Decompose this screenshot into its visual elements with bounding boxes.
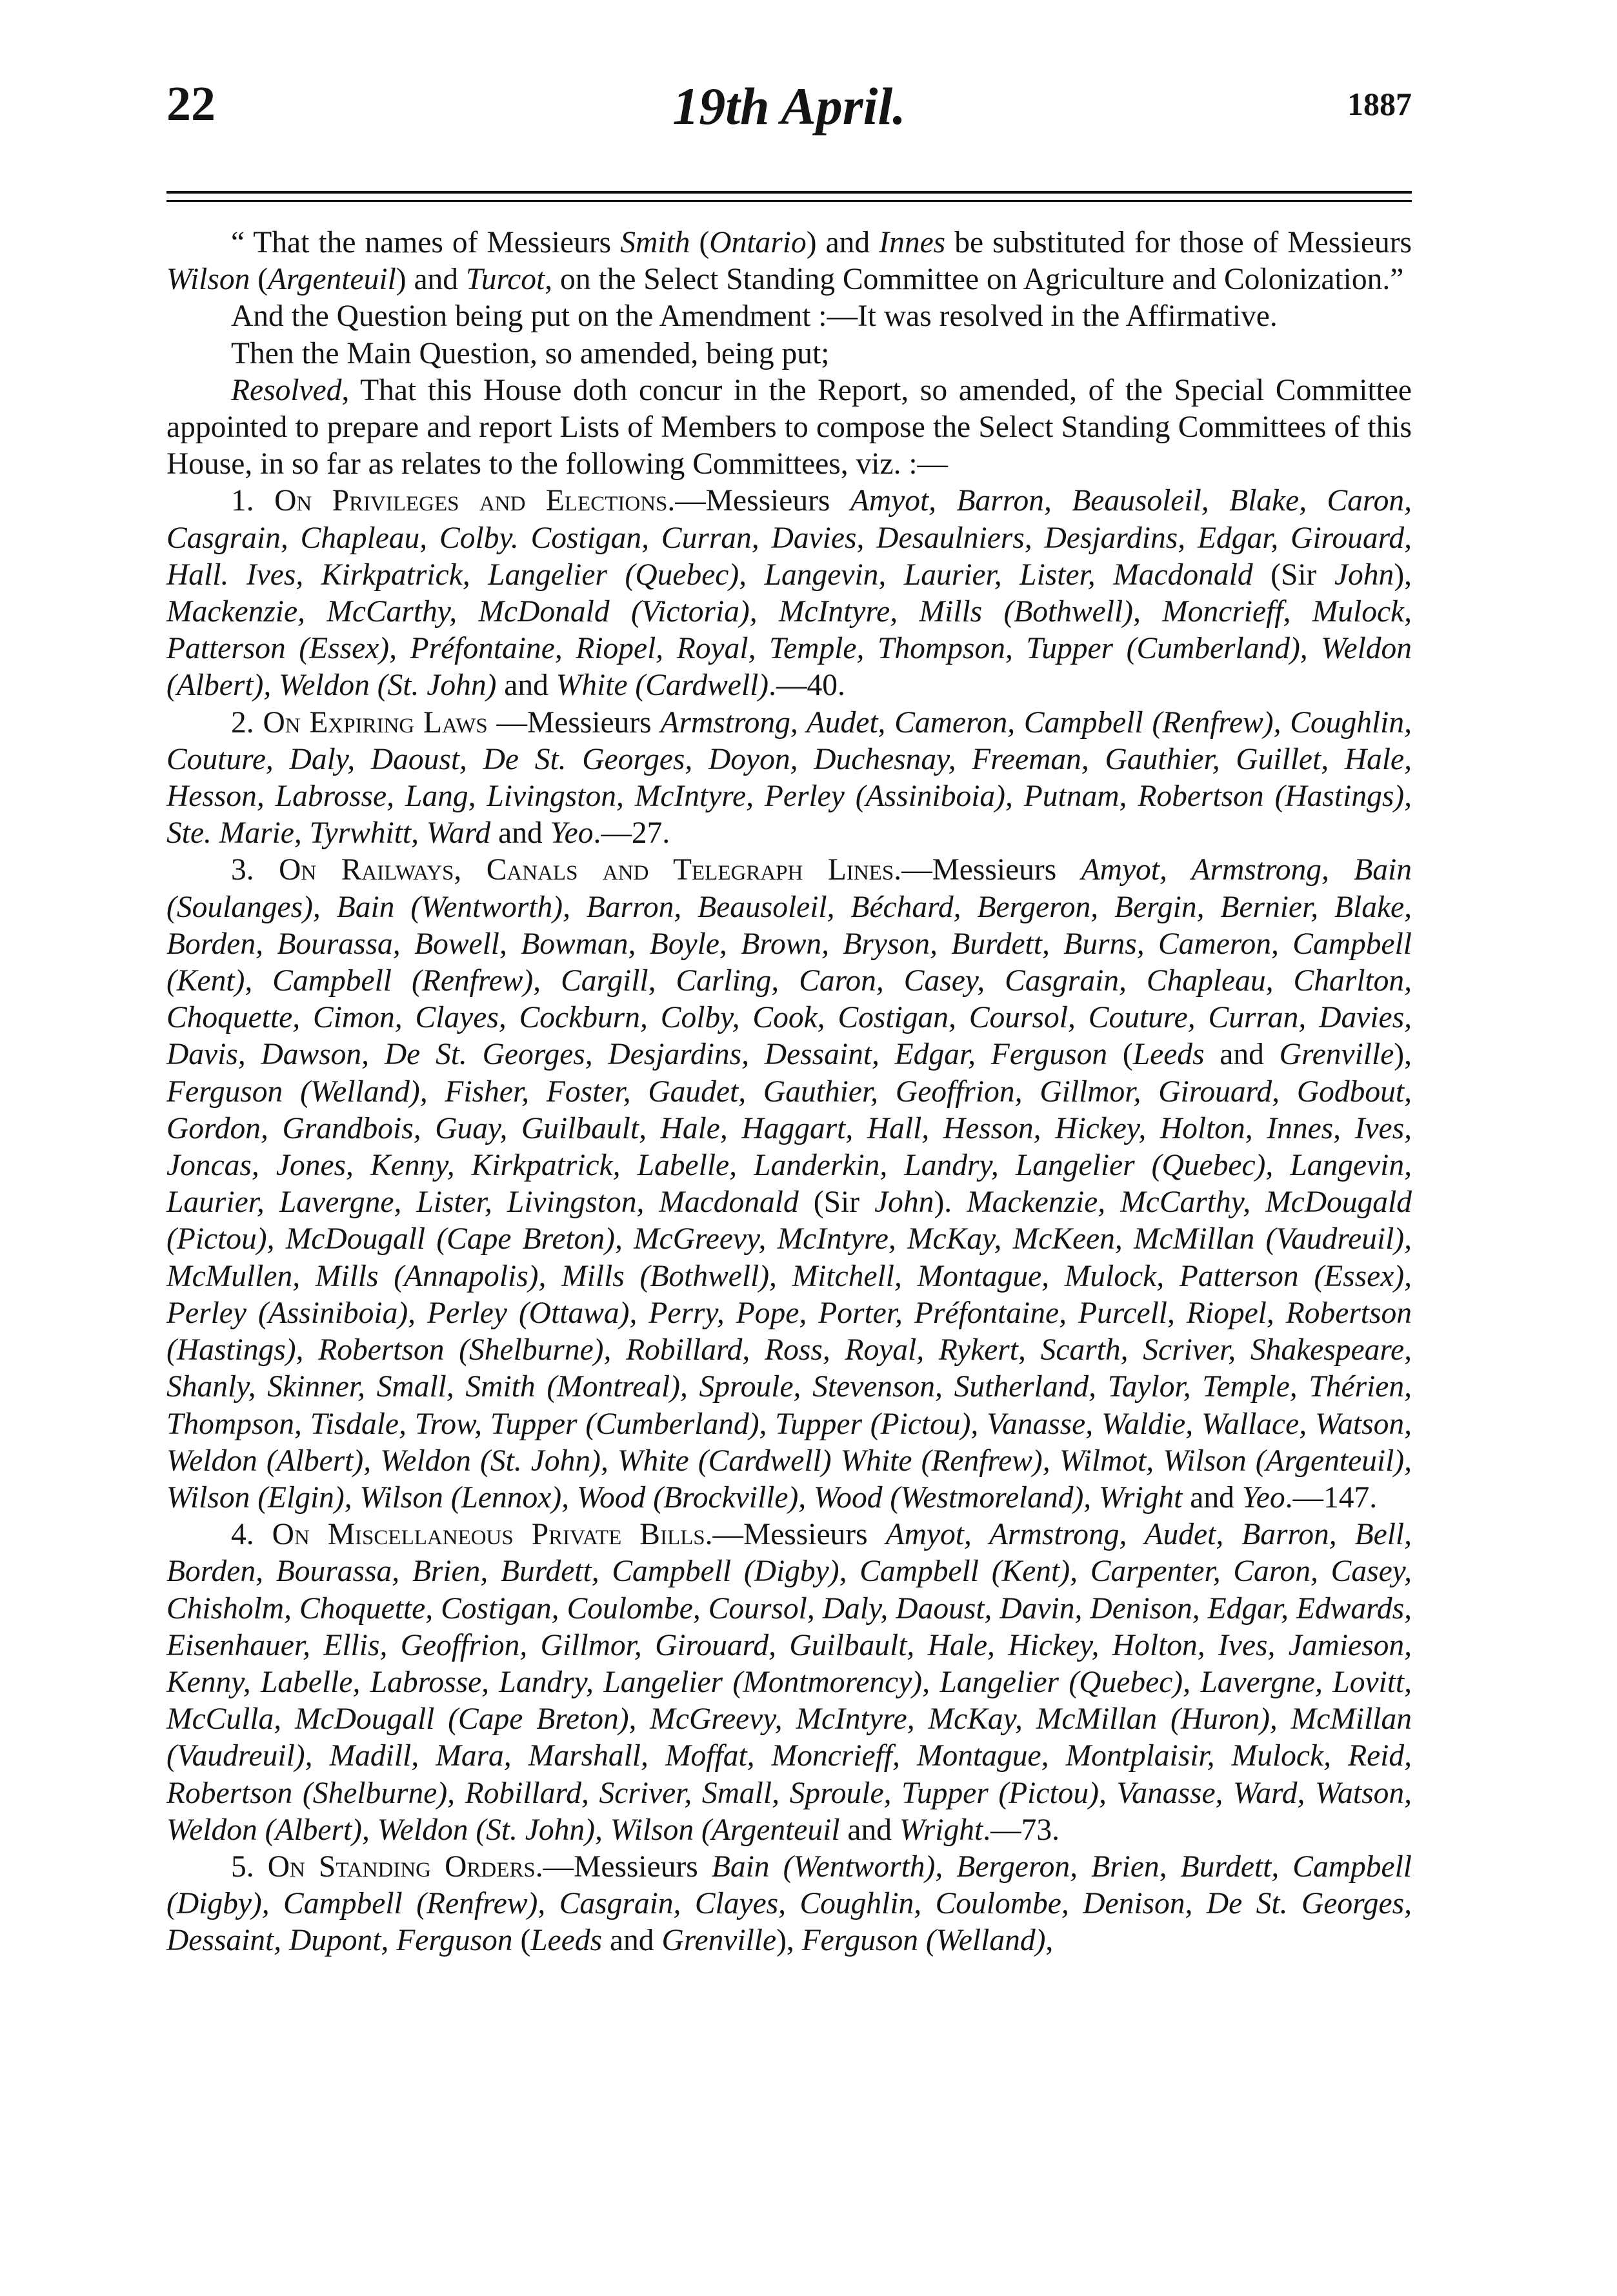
paragraph: 1. On Privileges and Elections.—Messieurs Amyot, Barron, Beausoleil, Blake, Caron, Casgrain, Chapleau, Colby. Costigan, Curran, Davies, Desaulniers, Desjardins, Edgar, Girouard, Hall. Ives, Kirkpatrick, Langelier (Quebec), Langevin, Laurier, Lister, Macdonald (Sir John), Mackenzie, McCarthy, McDonald (Victoria), McIntyre, Mills (Bothwell), Moncrieff, Mulock, Patterson (Essex), Préfontaine, Riopel, Royal, Temple, Thompson, Tupper (Cumberland), Weldon (Albert), Weldon (St. John) and White (Cardwell).—40. xyxy=(166,484,1412,703)
paragraph: 4. On Miscellaneous Private Bills.—Messieurs Amyot, Armstrong, Audet, Barron, Bell, Borden, Bourassa, Brien, Burdett, Campbell (Digby), Campbell (Kent), Carpenter, Caron, Casey, Chisholm, Choquette, Costigan, Coulombe, Coursol, Daly, Daoust, Davin, Denison, Edgar, Edwards, Eisenhauer, Ellis, Geoffrion, Gillmor, Girouard, Guilbault, Hale, Hickey, Holton, Ives, Jamieson, Kenny, Labelle, Labrosse, Landry, Langelier (Montmorency), Langelier (Quebec), Lavergne, Lovitt, McCulla, McDougall (Cape Breton), McGreevy, McIntyre, McKay, McMillan (Huron), McMillan (Vaudreuil), Madill, Mara, Marshall, Moffat, Moncrieff, Montague, Montplaisir, Mulock, Reid, Robertson (Shelburne), Robillard, Scriver, Small, Sproule, Tupper (Pictou), Vanasse, Ward, Watson, Weldon (Albert), Weldon (St. John), Wilson (Argenteuil and Wright.—73. xyxy=(166,1518,1412,1847)
paragraph: 3. On Railways, Canals and Telegraph Lines.—Messieurs Amyot, Armstrong, Bain (Soulanges), Bain (Wentworth), Barron, Beausoleil, Béchard, Bergeron, Bergin, Bernier, Blake, Borden, Bourassa, Bowell, Bowman, Boyle, Brown, Bryson, Burdett, Burns, Cameron, Campbell (Kent), Campbell (Renfrew), Cargill, Carling, Caron, Casey, Casgrain, Chapleau, Charlton, Choquette, Cimon, Clayes, Cockburn, Colby, Cook, Costigan, Coursol, Couture, Curran, Davies, Davis, Dawson, De St. Georges, Desjardins, Dessaint, Edgar, Ferguson (Leeds and Grenville), Ferguson (Welland), Fisher, Foster, Gaudet, Gauthier, Geoffrion, Gillmor, Girouard, Godbout, Gordon, Grandbois, Guay, Guilbault, Hale, Haggart, Hall, Hesson, Hickey, Holton, Innes, Ives, Joncas, Jones, Kenny, Kirkpatrick, Labelle, Landerkin, Landry, Langelier (Quebec), Langevin, Laurier, Lavergne, Lister, Livingston, Macdonald (Sir John). Mackenzie, McCarthy, McDougald (Pictou), McDougall (Cape Breton), McGreevy, McIntyre, McKay, McKeen, McMillan (Vaudreuil), McMullen, Mills (Annapolis), Mills (Bothwell), Mitchell, Montague, Mulock, Patterson (Essex), Perley (Assiniboia), Perley (Ottawa), Perry, Pope, Porter, Préfontaine, Purcell, Riopel, Robertson (Hastings), Robertson (Shelburne), Robillard, Ross, Royal, Rykert, Scarth, Scriver, Shakespeare, Shanly, Skinner, Small, Smith (Montreal), Sproule, Stevenson, Sutherland, Taylor, Temple, Thérien, Thompson, Tisdale, Trow, Tupper (Cumberland), Tupper (Pictou), Vanasse, Waldie, Wallace, Watson, Weldon (Albert), Weldon (St. John), White (Cardwell) White (Renfrew), Wilmot, Wilson (Argenteuil), Wilson (Elgin), Wilson (Lennox), Wood (Brockville), Wood (Westmoreland), Wright and Yeo.—147. xyxy=(166,853,1412,1515)
page-header xyxy=(166,76,1412,154)
running-title: 19th April. xyxy=(672,77,906,136)
paragraph: And the Question being put on the Amendment :—It was resolved in the Affirmative. xyxy=(231,299,1278,334)
header-rule-bottom xyxy=(166,200,1412,202)
page-number: 22 xyxy=(166,77,216,131)
header-rule-top xyxy=(166,191,1412,194)
paragraph: “ That the names of Messieurs Smith (Ontario) and Innes be substituted for those of Messieurs Wilson (Argenteuil) and Turcot, on the Select Standing Committee on Agriculture and Colonization.” xyxy=(166,226,1412,297)
year: 1887 xyxy=(1347,86,1412,122)
paragraph: Resolved, That this House doth concur in the Report, so amended, of the Special Committee appointed to prepare and report Lists of Members to compose the Select Standing Committees of this House, in so far as relates to the following Committees, viz. :— xyxy=(166,373,1412,481)
paragraph: Then the Main Question, so amended, being put; xyxy=(231,336,830,370)
body-text xyxy=(166,225,1412,1960)
paragraph: 2. On Expiring Laws —Messieurs Armstrong, Audet, Cameron, Campbell (Renfrew), Coughlin, Couture, Daly, Daoust, De St. Georges, Doyon, Duchesnay, Freeman, Gauthier, Guillet, Hale, Hesson, Labrosse, Lang, Livingston, McIntyre, Perley (Assiniboia), Putnam, Robertson (Hastings), Ste. Marie, Tyrwhitt, Ward and Yeo.—27. xyxy=(166,705,1412,851)
paragraph: 5. On Standing Orders.—Messieurs Bain (Wentworth), Bergeron, Brien, Burdett, Campbell (Digby), Campbell (Renfrew), Casgrain, Clayes, Coughlin, Coulombe, Denison, De St. Georges, Dessaint, Dupont, Ferguson (Leeds and Grenville), Ferguson (Welland), xyxy=(166,1849,1412,1958)
